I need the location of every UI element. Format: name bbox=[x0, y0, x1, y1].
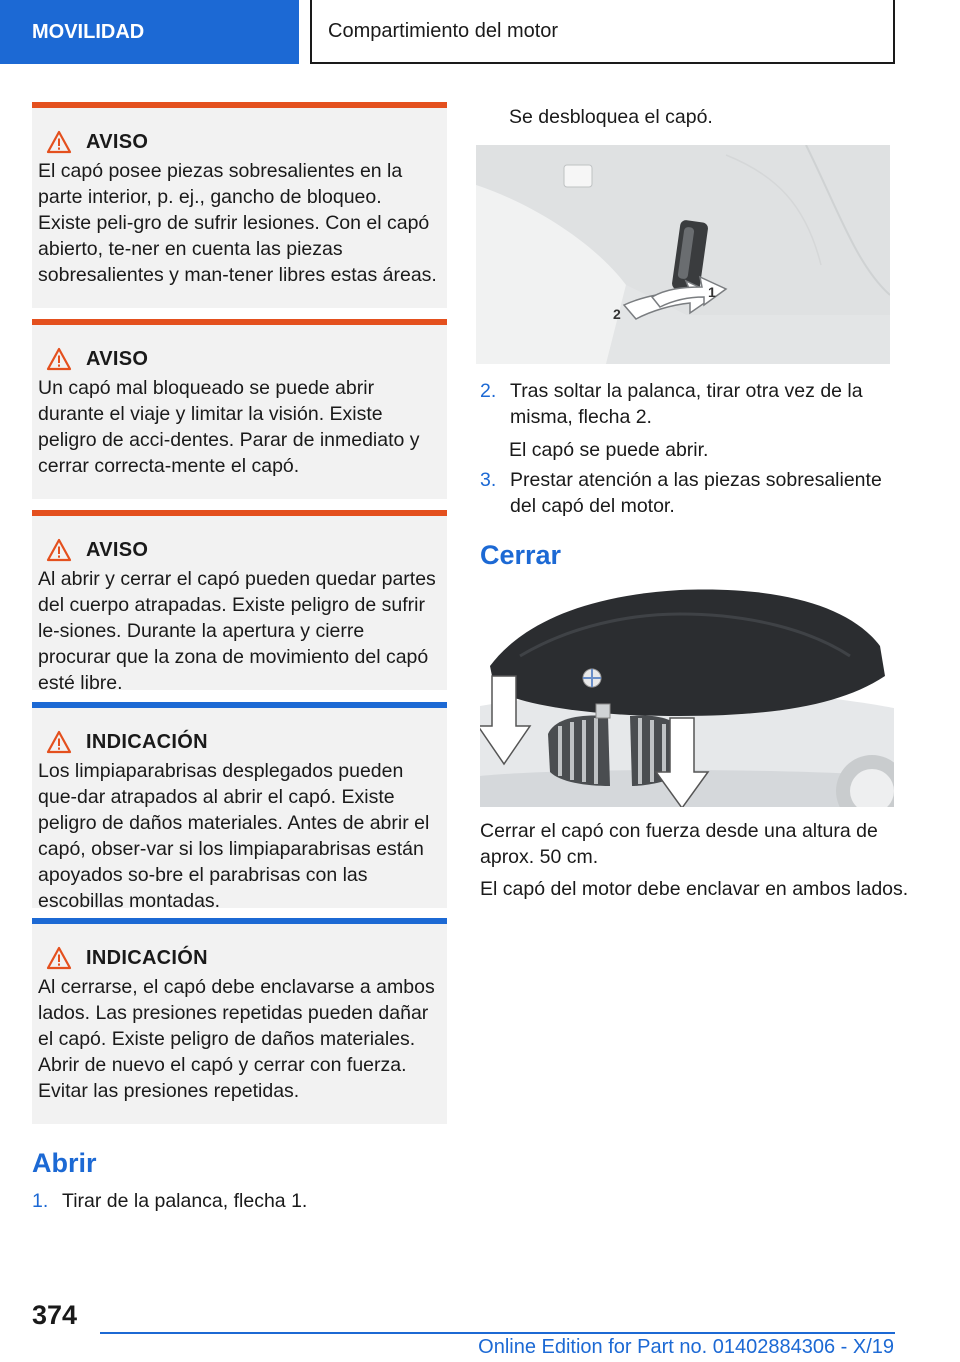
section-title-cerrar: Cerrar bbox=[480, 540, 562, 570]
step-text: Tirar de la palanca, flecha 1. bbox=[62, 1190, 308, 1212]
step-number: 2. bbox=[480, 380, 497, 402]
notice-title: INDICACIÓN bbox=[86, 730, 208, 753]
step-1 bbox=[32, 1188, 452, 1214]
warning-text: Al abrir y cerrar el capó pueden quedar partes del cuerpo atrapadas. Existe peligro de sufrir le-siones. Durante la apertura y cierre procurar que la zona de movimiento del capó esté libre. bbox=[38, 568, 436, 694]
notice-box-2 bbox=[32, 918, 447, 1124]
warning-triangle-icon bbox=[46, 538, 72, 562]
warning-box-1 bbox=[32, 102, 447, 308]
step-text: Prestar atención a las piezas sobresaliente del capó del motor. bbox=[510, 469, 882, 517]
warning-triangle-icon bbox=[46, 347, 72, 371]
notice-text: Los limpiaparabrisas desplegados pueden que-dar atrapados al abrir el capó. Existe peligro de daños materiales. Antes de abrir el capó, obser-var si los limpiaparabrisas están apoyados so-bre el parabrisas con las escobillas montadas. bbox=[38, 760, 430, 912]
chapter-title: Compartimiento del motor bbox=[310, 0, 895, 64]
step-2 bbox=[480, 378, 900, 434]
footer-divider bbox=[100, 1332, 895, 1334]
cerrar-paragraph-2: El capó del motor debe enclavar en ambos lados. bbox=[480, 878, 909, 900]
warning-text: Un capó mal bloqueado se puede abrir durante el viaje y limitar la visión. Existe peligro de acci-dentes. Parar de inmediato y cerrar correcta-mente el capó. bbox=[38, 377, 420, 477]
notice-box-1 bbox=[32, 702, 447, 912]
step-1-result: Se desbloquea el capó. bbox=[509, 106, 713, 128]
step-number: 3. bbox=[480, 469, 497, 491]
warning-title: AVISO bbox=[86, 538, 149, 561]
step-text: Tras soltar la palanca, tirar otra vez de la misma, flecha 2. bbox=[510, 380, 863, 428]
warning-title: AVISO bbox=[86, 130, 149, 153]
arrow-label-2: 2 bbox=[613, 306, 621, 322]
hood-close-figure bbox=[480, 586, 894, 807]
section-tab: MOVILIDAD bbox=[0, 0, 299, 64]
notice-text: Al cerrarse, el capó debe enclavarse a ambos lados. Las presiones repetidas pueden dañar el capó. Existe peligro de daños materiales. Abrir de nuevo el capó y cerrar con fuerza. Evitar las presiones repetidas. bbox=[38, 976, 435, 1102]
step-2-result: El capó se puede abrir. bbox=[509, 439, 709, 461]
hood-close-illustration bbox=[480, 586, 894, 807]
warning-triangle-icon bbox=[46, 730, 72, 754]
cerrar-paragraph-1: Cerrar el capó con fuerza desde una altura de aprox. 50 cm. bbox=[480, 820, 878, 868]
section-title-abrir: Abrir bbox=[32, 1148, 97, 1178]
warning-triangle-icon bbox=[46, 130, 72, 154]
footer-edition: Online Edition for Part no. 01402884306 - X/19 bbox=[478, 1336, 894, 1358]
step-number: 1. bbox=[32, 1190, 49, 1212]
warning-box-3 bbox=[32, 510, 447, 694]
arrow-label-1: 1 bbox=[708, 284, 716, 300]
step-3 bbox=[480, 467, 900, 523]
notice-title: INDICACIÓN bbox=[86, 946, 208, 969]
page-number: 374 bbox=[32, 1300, 78, 1330]
warning-text: El capó posee piezas sobresalientes en la parte interior, p. ej., gancho de bloqueo. Existe peli-gro de sufrir lesiones. Con el capó abierto, te-ner en cuenta las piezas sobresalientes y man-tener libres estas áreas. bbox=[38, 160, 437, 286]
warning-triangle-icon bbox=[46, 946, 72, 970]
hood-release-lever-figure bbox=[476, 145, 890, 364]
hood-release-lever-illustration bbox=[476, 145, 890, 364]
warning-title: AVISO bbox=[86, 347, 149, 370]
warning-box-2 bbox=[32, 319, 447, 499]
